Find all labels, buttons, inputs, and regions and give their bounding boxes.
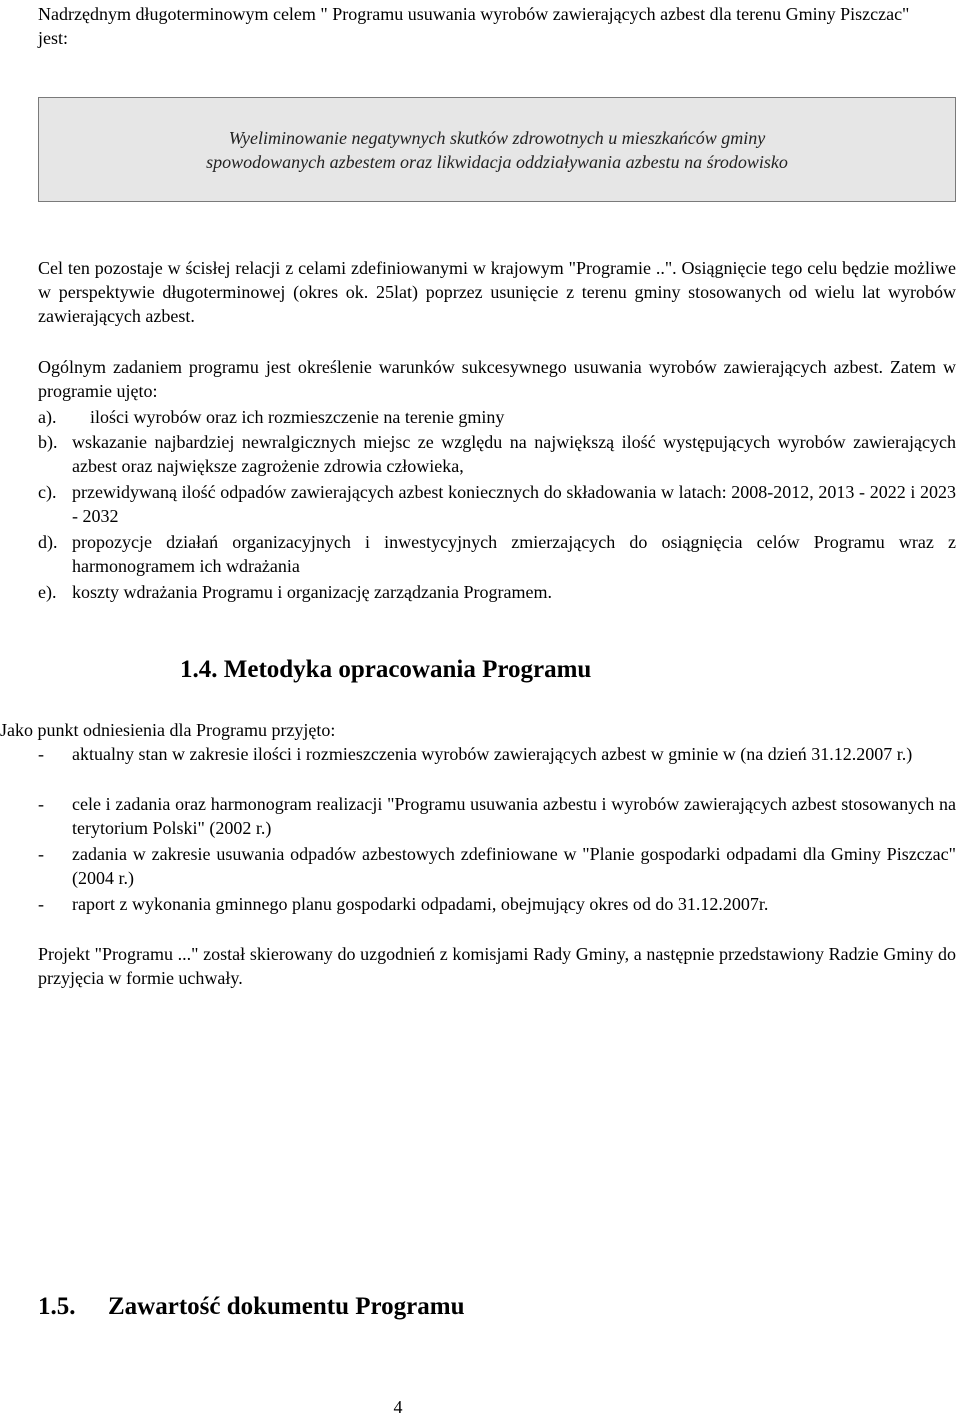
goal-relation-paragraph: Cel ten pozostaje w ścisłej relacji z celami zdefiniowanymi w krajowym "Programie ..". Osiągnięcie tego celu będzie możliwe w perspektywie długoterminowej (okres ok. 25lat) poprzez usunięcie z terenu gminy stosowanych od wielu lat wyrobów zawierających azbest. — [38, 258, 956, 326]
list-marker: d). — [38, 532, 58, 552]
list-marker: c). — [38, 482, 57, 502]
list-item-d — [38, 530, 956, 578]
list-item-text: ilości wyrobów oraz ich rozmieszczenie na terenie gminy — [90, 407, 505, 427]
section-heading-1-4: 1.4. Metodyka opracowania Programu — [180, 656, 592, 683]
project-status-paragraph: Projekt "Programu ..." został skierowany do uzgodnień z komisjami Rady Gminy, a następnie przedstawiony Radzie Gminy do przyjęcia w formie uchwały. — [38, 944, 956, 988]
list-item-text: wskazanie najbardziej newralgicznych miejsc ze względu na największą ilość występujących wyrobów zawierających azbest oraz największe zagrożenie zdrowia człowieka, — [72, 432, 956, 476]
section-heading-1-5 — [38, 1292, 464, 1322]
list-item-text: propozycje działań organizacyjnych i inwestycyjnych zmierzających do osiągnięcia celów Programu wraz z harmonogramem ich wdrażania — [72, 532, 956, 576]
goal-line-2: spowodowanych azbestem oraz likwidacja oddziaływania azbestu na środowisko — [206, 152, 788, 172]
reference-item-text: aktualny stan w zakresie ilości i rozmieszczenia wyrobów zawierających azbest w gminie w (na dzień 31.12.2007 r.) — [72, 744, 913, 764]
list-marker: a). — [38, 407, 57, 427]
list-item-b — [38, 430, 956, 478]
section-number: 1.5. — [38, 1293, 76, 1320]
reference-item-text: raport z wykonania gminnego planu gospodarki odpadami, obejmujący okres od do 31.12.2007r. — [72, 894, 769, 914]
program-task-paragraph: Ogólnym zadaniem programu jest określenie warunków sukcesywnego usuwania wyrobów zawierających azbest. Zatem w programie ujęto: — [38, 357, 956, 401]
reference-item-4 — [38, 892, 956, 916]
section-title: Zawartość dokumentu Programu — [108, 1293, 465, 1320]
goal-statement — [39, 126, 955, 174]
intro-paragraph: Nadrzędnym długoterminowym celem " Programu usuwania wyrobów zawierających azbest dla terenu Gminy Piszczac" jest: — [38, 4, 910, 48]
list-item-text: przewidywaną ilość odpadów zawierających azbest koniecznych do składowania w latach: 2008-2012, 2013 - 2022 i 2023 - 2032 — [72, 482, 956, 526]
list-item-a — [38, 405, 956, 429]
goal-line-1: Wyeliminowanie negatywnych skutków zdrowotnych u mieszkańców gminy — [228, 128, 766, 148]
list-item-text: koszty wdrażania Programu i organizację zarządzania Programem. — [72, 582, 552, 602]
goal-highlight-box — [38, 97, 956, 202]
page-number: 4 — [393, 1397, 403, 1417]
reference-item-text: cele i zadania oraz harmonogram realizacji "Programu usuwania azbestu i wyrobów zawierających azbest stosowanych na terytorium Polski" (2002 r.) — [72, 794, 956, 838]
dash-marker: - — [38, 894, 44, 914]
list-item-e — [38, 580, 956, 604]
list-marker: b). — [38, 432, 58, 452]
reference-item-1 — [38, 742, 956, 766]
dash-marker: - — [38, 794, 44, 814]
dash-marker: - — [38, 844, 44, 864]
dash-marker: - — [38, 744, 44, 764]
reference-item-2 — [38, 792, 956, 840]
list-marker: e). — [38, 582, 57, 602]
reference-item-text: zadania w zakresie usuwania odpadów azbestowych zdefiniowane w "Planie gospodarki odpadami dla Gminy Piszczac" (2004 r.) — [72, 844, 956, 888]
list-item-c — [38, 480, 956, 528]
reference-intro: Jako punkt odniesienia dla Programu przyjęto: — [0, 720, 336, 740]
reference-item-3 — [38, 842, 956, 890]
